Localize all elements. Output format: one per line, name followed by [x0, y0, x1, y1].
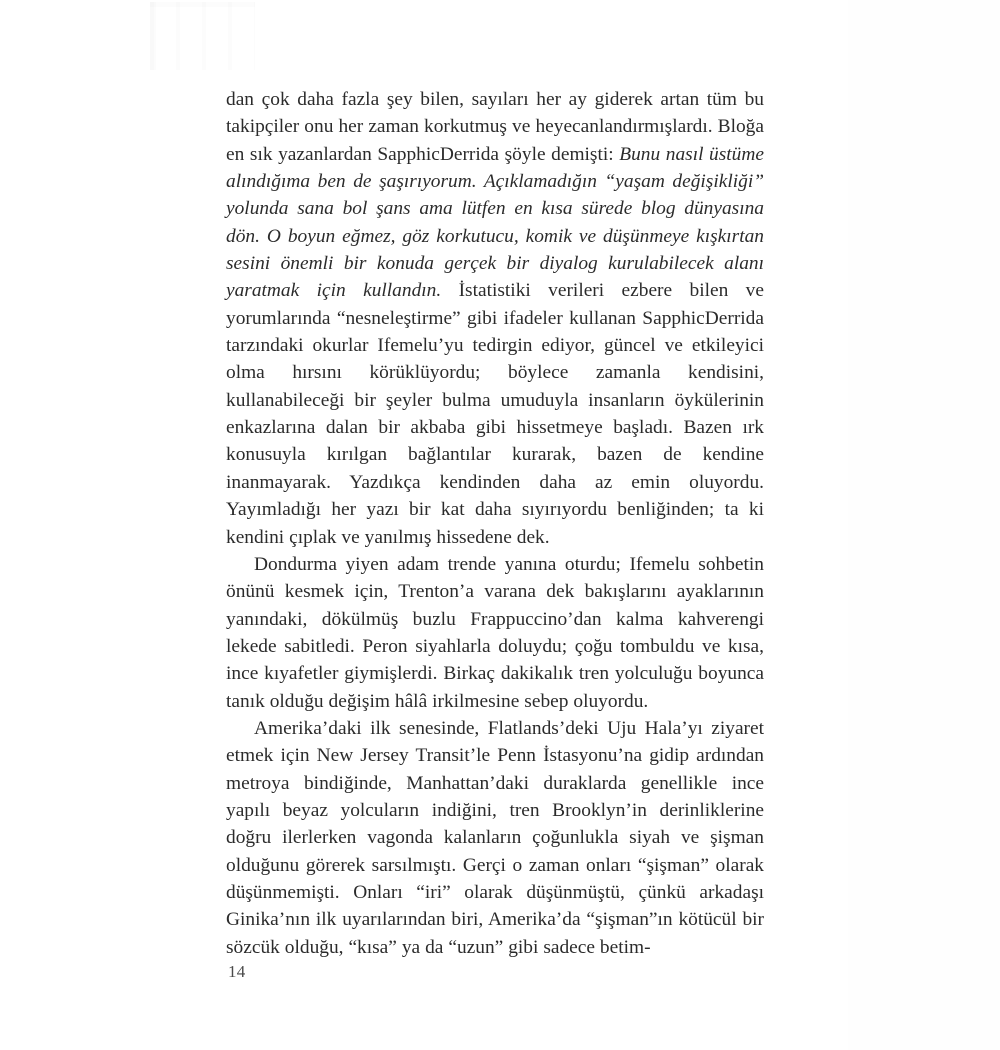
page-number: 14 [228, 962, 246, 981]
body-text-run: Dondurma yiyen adam trende yanına oturdu; Ifemelu sohbetin önünü kesmek için, Trenton’a varana dek bakışlarını ayaklarının yanındaki, dökülmüş buzlu Frappuccino’dan kalma kahverengi lekede sabitledi. Peron siyahlarla doluydu; çoğu tombuldu ve kısa, ince kıyafetler giymişlerdi. Birkaç dakikalık tren yolculuğu boyunca tanık olduğu değişim hâlâ irkilmesine sebep oluyordu. [226, 553, 764, 712]
body-text-run: Amerika’daki ilk senesinde, Flatlands’deki Uju Hala’yı ziyaret etmek için New Jersey Transit’le Penn İstasyonu’na gidip ardından metroya bindiğinde, Manhattan’daki duraklarda genellikle ince yapılı beyaz yolcuların indiğini, tren Brooklyn’in derinliklerine doğru ilerlerken vagonda kalanların çoğunlukla siyah ve şişman olduğunu görerek sarsılmıştı. Gerçi o zaman onları “şişman” olarak düşünmemişti. Onları “iri” olarak düşünmüştü, çünkü arkadaşı Ginika’nın ilk uyarılarından biri, Amerika’da “şişman”ın kötücül bir sözcük olduğu, “kısa” ya da “uzun” gibi sadece betim- [226, 717, 764, 958]
page-edge-shading [848, 0, 1000, 1050]
body-text-run: İstatistiki verileri ezbere bilen ve yorumlarında “nesneleştirme” gibi ifadeler kullanan SapphicDerrida tarzındaki okurlar Ifemelu’yu tedirgin ediyor, güncel ve etkileyici olma hırsını körüklüyordu; böylece zamanla kendisini, kullanabileceği bir şeyler bulma umuduyla insanların öykülerinin enkazlarına dalan bir akbaba gibi hissetmeye başladı. Bazen ırk konusuyla kırılgan bağlantılar kurarak, bazen de kendine inanmayarak. Yazdıkça kendinden daha az emin oluyordu. Yayımladığı her yazı bir kat daha sıyırıyordu benliğinden; ta ki kendini çıplak ve yanılmış hissedene dek. [226, 280, 764, 548]
paragraph [226, 551, 764, 715]
paragraph [226, 715, 764, 961]
body-text-run: dan çok daha fazla şey bilen, sayıları her ay giderek artan tüm bu takipçiler onu her zaman korkutmuş ve heyecanlandırmışlardı. Bloğa en sık yazanlardan SapphicDerrida şöyle demişti: [226, 89, 764, 165]
paragraph [226, 86, 764, 551]
scan-artifact [150, 2, 255, 70]
quoted-italic-text: Bunu nasıl üstüme alındığıma ben de şaşırıyorum. Açıklamadığın “yaşam değişikliği” yolunda sana bol şans ama lütfen en kısa sürede blog dünyasına dön. O boyun eğmez, göz korkutucu, komik ve düşünmeye kışkırtan sesini önemli bir konuda gerçek bir diyalog kurulabilecek alanı yaratmak için kullandın. [226, 143, 764, 302]
body-text-block [226, 86, 764, 961]
